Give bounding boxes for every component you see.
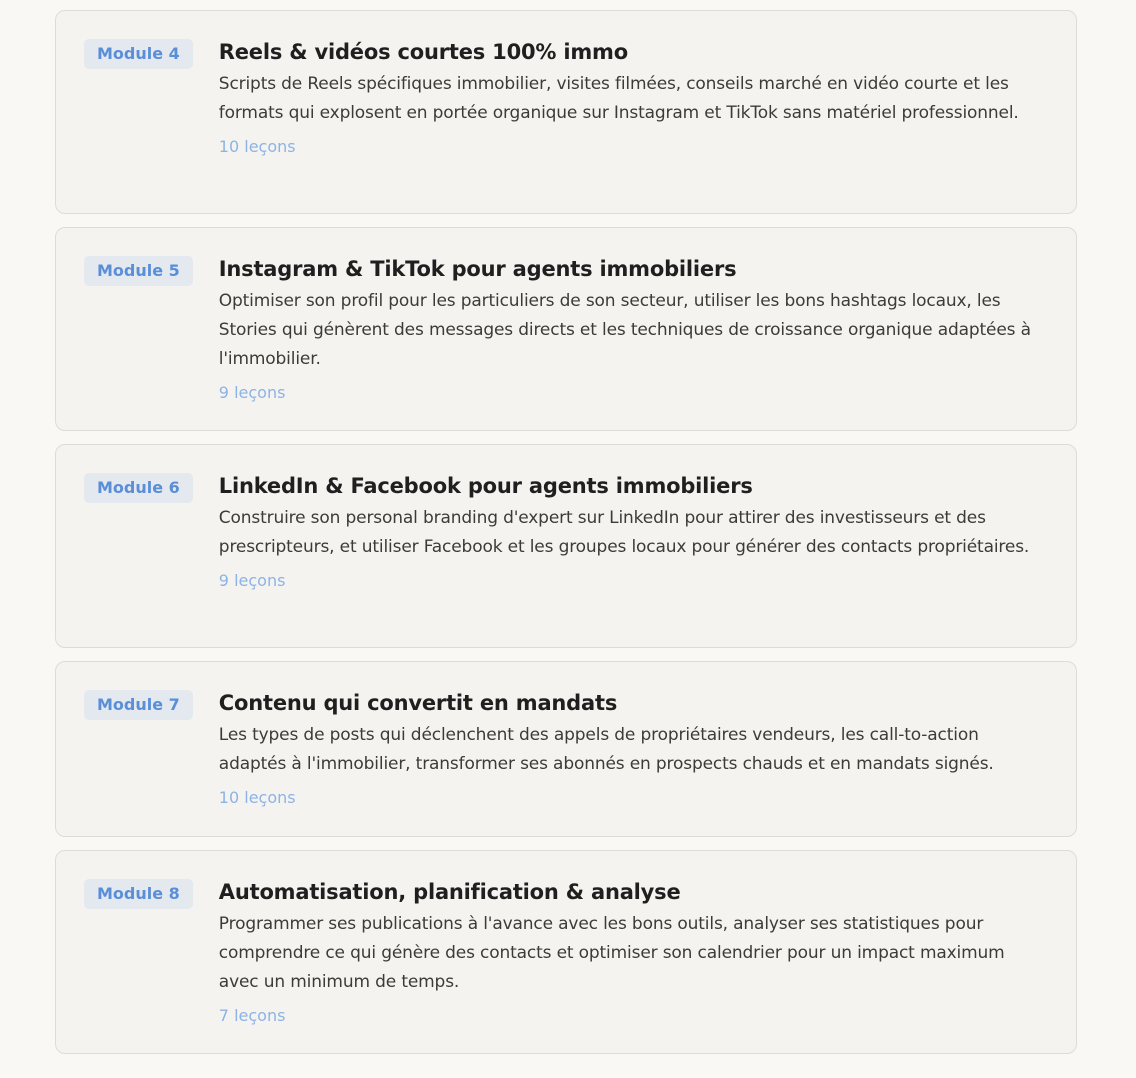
module-badge: Module 5 [84,256,193,286]
module-title: Instagram & TikTok pour agents immobiliers [218,257,737,281]
module-title: Contenu qui convertit en mandats [218,691,618,715]
module-content [219,38,1048,157]
module-card-6[interactable] [55,444,1077,648]
module-description: Construire son personal branding d'expert sur LinkedIn pour attirer des investisseurs et des prescripteurs, et utiliser Facebook et les groupes locaux pour générer des contacts propriétaires. [218,508,1030,557]
module-title: LinkedIn & Facebook pour agents immobiliers [218,474,753,498]
module-badge: Module 6 [84,473,193,503]
module-title: Automatisation, planification & analyse [218,880,681,904]
module-badge: Module 8 [84,879,193,909]
module-content [219,255,1048,403]
module-card-4[interactable] [55,10,1077,214]
module-title: Reels & vidéos courtes 100% immo [218,40,628,64]
module-badge: Module 4 [84,39,193,69]
module-lesson-count: 10 leçons [218,137,296,156]
module-content [219,689,1048,808]
module-description: Optimiser son profil pour les particuliers de son secteur, utiliser les bons hashtags locaux, les Stories qui génèrent des messages directs et les techniques de croissance organique adaptées à l'immobilier. [218,291,1031,369]
module-lesson-count: 10 leçons [218,788,296,807]
module-lesson-count: 9 leçons [218,571,286,590]
module-card-5[interactable] [55,227,1077,431]
module-description: Programmer ses publications à l'avance avec les bons outils, analyser ses statistiques pour comprendre ce qui génère des contacts et optimiser son calendrier pour un impact maximum avec un minimum de temps. [218,914,1005,992]
module-badge: Module 7 [84,690,193,720]
module-content [219,472,1048,591]
module-card-7[interactable] [55,661,1077,837]
module-description: Les types de posts qui déclenchent des appels de propriétaires vendeurs, les call-to-action adaptés à l'immobilier, transformer ses abonnés en prospects chauds et en mandats signés. [218,725,994,774]
module-content [219,878,1048,1026]
module-lesson-count: 9 leçons [218,383,286,402]
module-lesson-count: 7 leçons [218,1006,286,1025]
module-description: Scripts de Reels spécifiques immobilier, visites filmées, conseils marché en vidéo courte et les formats qui explosent en portée organique sur Instagram et TikTok sans matériel professionnel. [218,74,1019,123]
module-card-8[interactable] [55,850,1077,1054]
module-list [55,10,1077,1067]
